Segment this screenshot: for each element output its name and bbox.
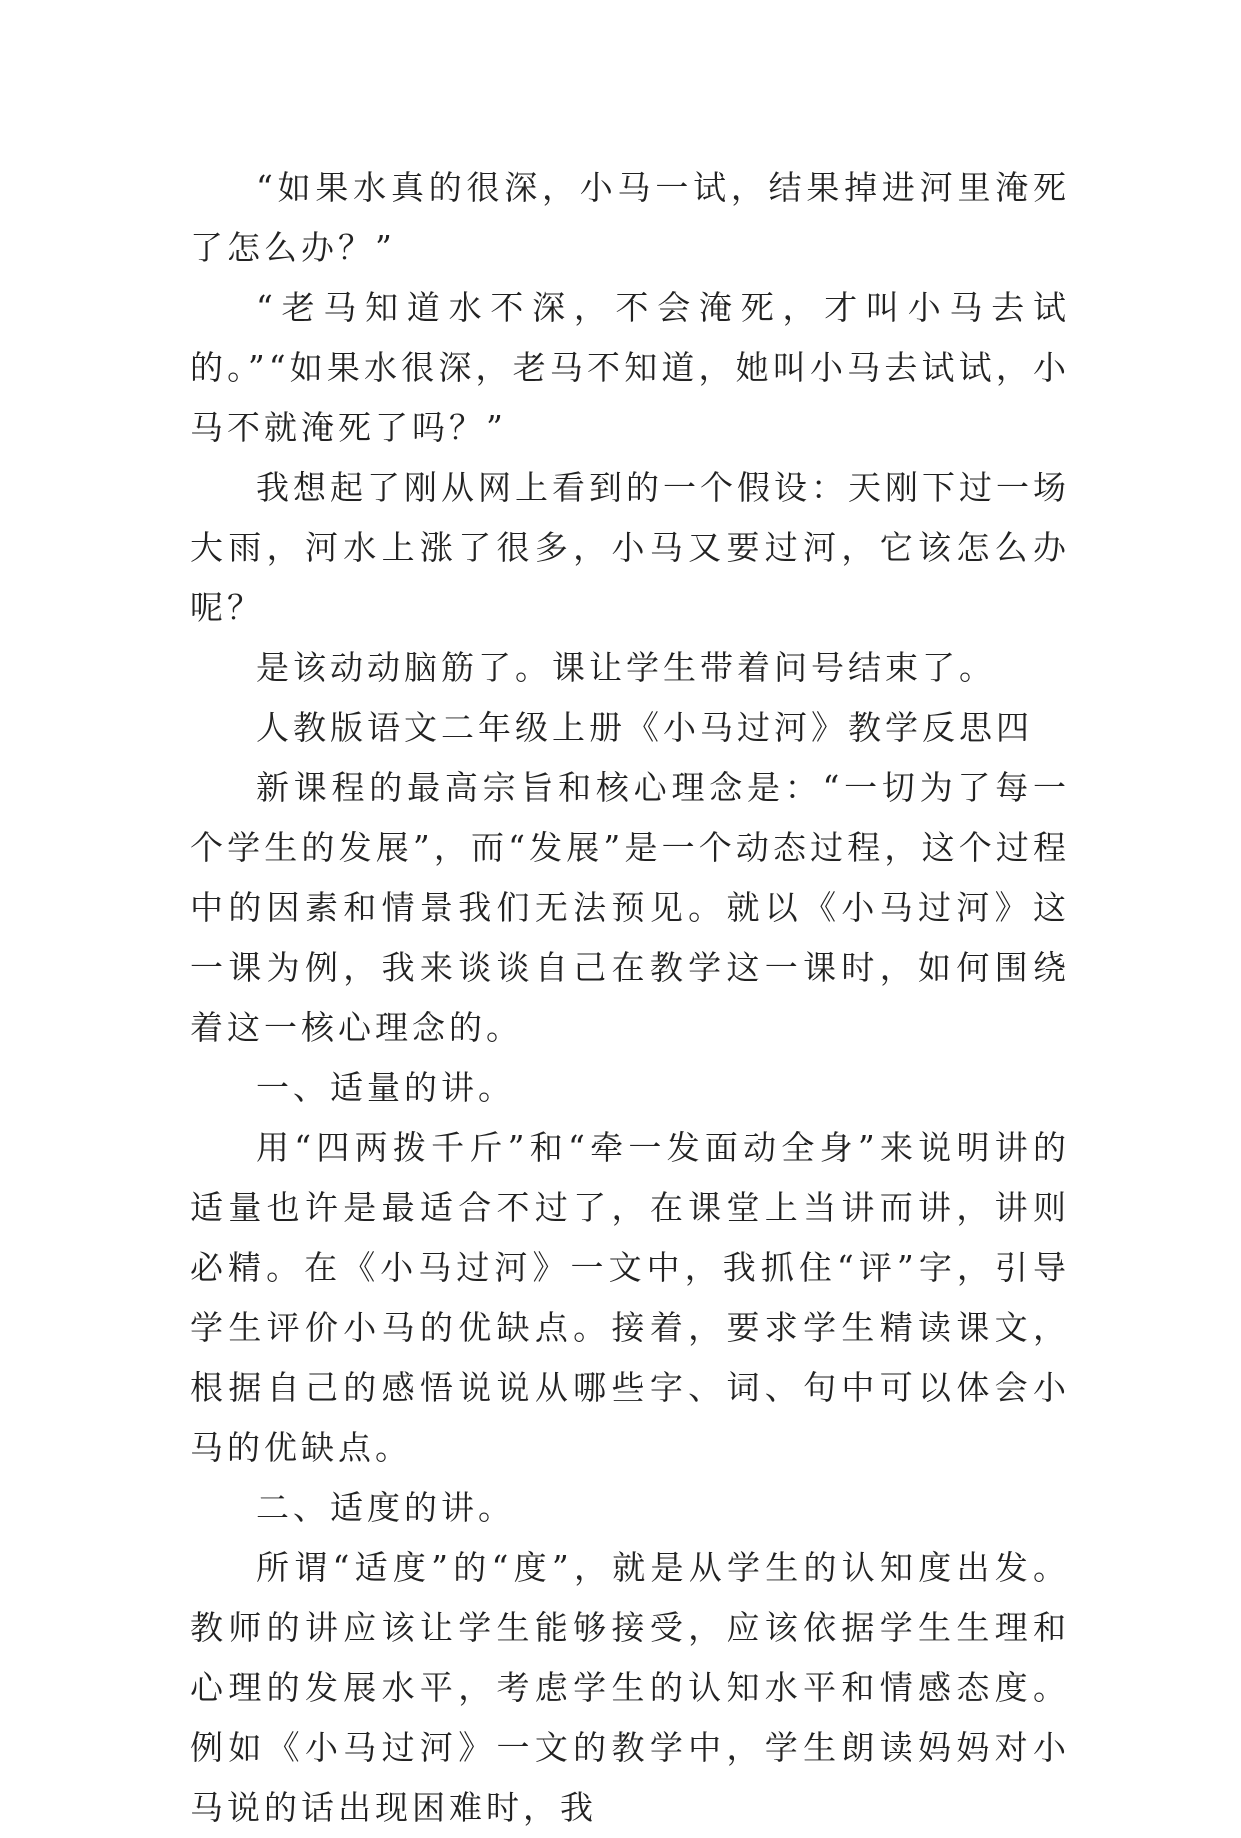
paragraph-point-1: 用“四两拨千斤”和“牵一发面动全身”来说明讲的适量也许是最适合不过了，在课堂上当讲而讲，讲则必精。在《小马过河》一文中，我抓住“评”字，引导学生评价小马的优缺点。接着，要求学生精读课文，根据自己的感悟说说从哪些字、词、句中可以体会小马的优缺点。 (190, 1128, 1070, 1467)
paragraph-hypothesis: 我想起了刚从网上看到的一个假设：天刚下过一场大雨，河水上涨了很多，小马又要过河，它该怎么办呢？ (190, 468, 1070, 627)
paragraph-dialogue-2: “老马知道水不深，不会淹死，才叫小马去试的。”“如果水很深，老马不知道，她叫小马去试试，小马不就淹死了吗？” (190, 288, 1070, 447)
document-body (190, 158, 1070, 1838)
paragraph-lesson-end: 是该动动脑筋了。课让学生带着问号结束了。 (256, 648, 996, 687)
heading-point-2: 二、适度的讲。 (256, 1488, 515, 1527)
heading-point-1: 一、适量的讲。 (256, 1068, 515, 1107)
paragraph-dialogue-1: “如果水真的很深，小马一试，结果掉进河里淹死了怎么办？” (190, 168, 1070, 267)
paragraph-intro: 新课程的最高宗旨和核心理念是：“一切为了每一个学生的发展”，而“发展”是一个动态过程，这个过程中的因素和情景我们无法预见。就以《小马过河》这一课为例，我来谈谈自己在教学这一课时，如何围绕着这一核心理念的。 (190, 768, 1070, 1047)
section-title: 人教版语文二年级上册《小马过河》教学反思四 (256, 708, 1033, 747)
paragraph-point-2: 所谓“适度”的“度”，就是从学生的认知度出发。教师的讲应该让学生能够接受，应该依据学生生理和心理的发展水平，考虑学生的认知水平和情感态度。例如《小马过河》一文的教学中，学生朗读妈妈对小马说的话出现困难时，我 (190, 1548, 1070, 1827)
